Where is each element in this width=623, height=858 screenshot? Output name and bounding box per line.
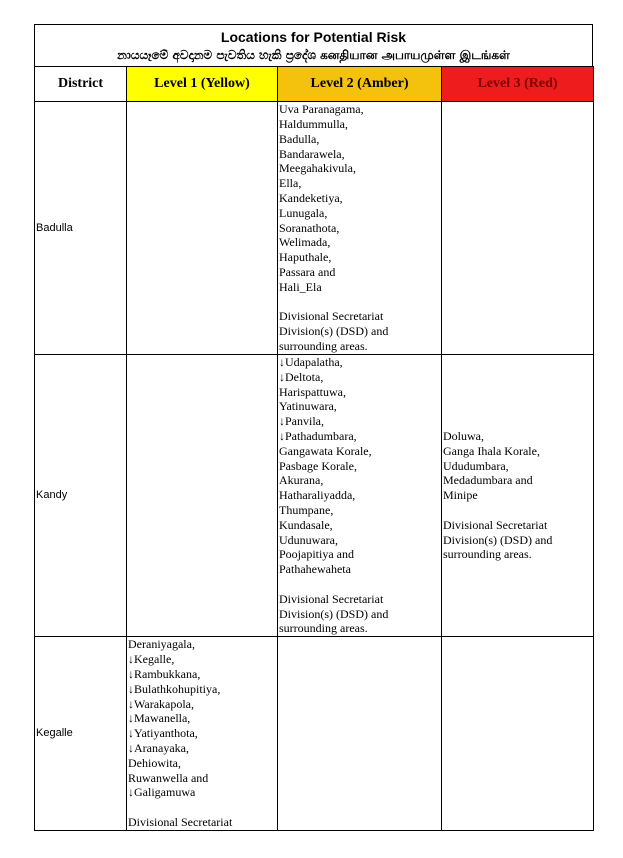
location-item: Bandarawela, xyxy=(279,146,345,161)
location-item: ↓ Rambukkana, xyxy=(128,667,276,682)
location-item: Yatinuwara, xyxy=(279,399,337,414)
location-item: Hali_Ela xyxy=(279,279,322,294)
location-item: Poojapitiya and xyxy=(279,547,354,562)
location-item: ↓ Galigamuwa xyxy=(128,785,276,800)
district-cell: Kegalle xyxy=(35,637,127,831)
location-item: Soranathota, xyxy=(279,220,340,235)
location-item: ↓ Panvila, xyxy=(279,414,440,429)
location-item: Haputhale, xyxy=(279,250,332,265)
location-item: ↓ Bulathkohupitiya, xyxy=(128,682,276,697)
location-item: Meegahakivula, xyxy=(279,161,356,176)
location-item: ↓ Kegalle, xyxy=(128,652,276,667)
page-title-local: නායයෑමේ අවදානම පැවතිය හැකි ප්‍රදේශ கனதியான அபாயமுள்ள இடங்கள் xyxy=(117,48,510,62)
location-item: Badulla, xyxy=(279,131,320,146)
location-item: Hatharaliyadda, xyxy=(279,488,356,503)
risk-table xyxy=(34,66,594,831)
district-cell: Kandy xyxy=(35,355,127,637)
location-item: Lunugala, xyxy=(279,205,328,220)
dsd-note-line: Divisional Secretariat xyxy=(279,591,384,606)
location-item: Ganga Ihala Korale, xyxy=(443,443,540,458)
page-title: Locations for Potential Risk xyxy=(220,29,407,45)
spacer xyxy=(279,577,440,592)
spacer xyxy=(128,800,276,815)
location-item: ↓ Pathadumbara, xyxy=(279,429,440,444)
level3-cell xyxy=(442,102,594,355)
location-item: ↓ Deltota, xyxy=(279,370,440,385)
location-item: Passara and xyxy=(279,264,336,279)
dsd-note-line: Divisional Secretariat xyxy=(443,517,548,532)
location-item: Minipe xyxy=(443,488,478,503)
location-item: ↓ Mawanella, xyxy=(128,711,276,726)
location-item: Uva Paranagama, xyxy=(279,102,364,117)
location-item: Kundasale, xyxy=(279,517,333,532)
dsd-note-line: Divisional Secretariat xyxy=(128,815,233,830)
level3-cell xyxy=(442,637,594,831)
table-row-badulla xyxy=(35,102,594,355)
location-item: ↓ Yatiyanthota, xyxy=(128,726,276,741)
location-item: Pathahewaheta xyxy=(279,562,351,577)
column-header-district: District xyxy=(35,67,127,102)
spacer xyxy=(279,295,440,310)
dsd-note-line: Division(s) (DSD) and xyxy=(279,606,389,621)
table-row-kandy xyxy=(35,355,594,637)
location-item: Dehiowita, xyxy=(128,755,181,770)
dsd-note-line: surrounding areas. xyxy=(279,621,368,636)
level3-cell xyxy=(442,355,594,637)
location-item: Ruwanwella and xyxy=(128,770,209,785)
spacer xyxy=(443,503,592,518)
location-item: Gangawata Korale, xyxy=(279,443,372,458)
dsd-note-line: surrounding areas. xyxy=(443,547,532,562)
location-item: Welimada, xyxy=(279,235,331,250)
level2-cell xyxy=(278,102,442,355)
table-row-kegalle xyxy=(35,637,594,831)
level2-cell xyxy=(278,637,442,831)
level2-cell xyxy=(278,355,442,637)
dsd-note-line: surrounding areas. xyxy=(279,338,368,353)
location-item: Harispattuwa, xyxy=(279,384,346,399)
title-box xyxy=(34,24,593,66)
level1-cell xyxy=(127,355,278,637)
location-item: Doluwa, xyxy=(443,428,484,443)
location-item: Deraniyagala, xyxy=(128,637,195,652)
column-header-level3: Level 3 (Red) xyxy=(442,67,594,102)
location-item: Kandeketiya, xyxy=(279,191,343,205)
dsd-note-line: Division(s) (DSD) and xyxy=(279,324,389,339)
dsd-note-line: Divisional Secretariat xyxy=(279,309,384,324)
location-item: ↓ Warakapola, xyxy=(128,697,276,712)
location-item: Haldummulla, xyxy=(279,117,348,132)
location-item: Pasbage Korale, xyxy=(279,458,357,473)
location-item: Udunuwara, xyxy=(279,532,338,547)
location-item: ↓ Aranayaka, xyxy=(128,741,276,756)
location-item: Thumpane, xyxy=(279,502,334,517)
level1-cell xyxy=(127,102,278,355)
column-header-level1: Level 1 (Yellow) xyxy=(127,67,278,102)
location-item: Ududumbara, xyxy=(443,458,509,473)
location-item: Ella, xyxy=(279,176,302,191)
header-row xyxy=(35,67,594,102)
level1-cell xyxy=(127,637,278,831)
dsd-note-line: Division(s) (DSD) and xyxy=(443,532,553,547)
district-cell: Badulla xyxy=(35,102,127,355)
location-item: Medadumbara and xyxy=(443,473,533,488)
column-header-level2: Level 2 (Amber) xyxy=(278,67,442,102)
location-item: Akurana, xyxy=(279,473,324,488)
location-item: ↓ Udapalatha, xyxy=(279,355,440,370)
risk-document xyxy=(34,24,593,831)
